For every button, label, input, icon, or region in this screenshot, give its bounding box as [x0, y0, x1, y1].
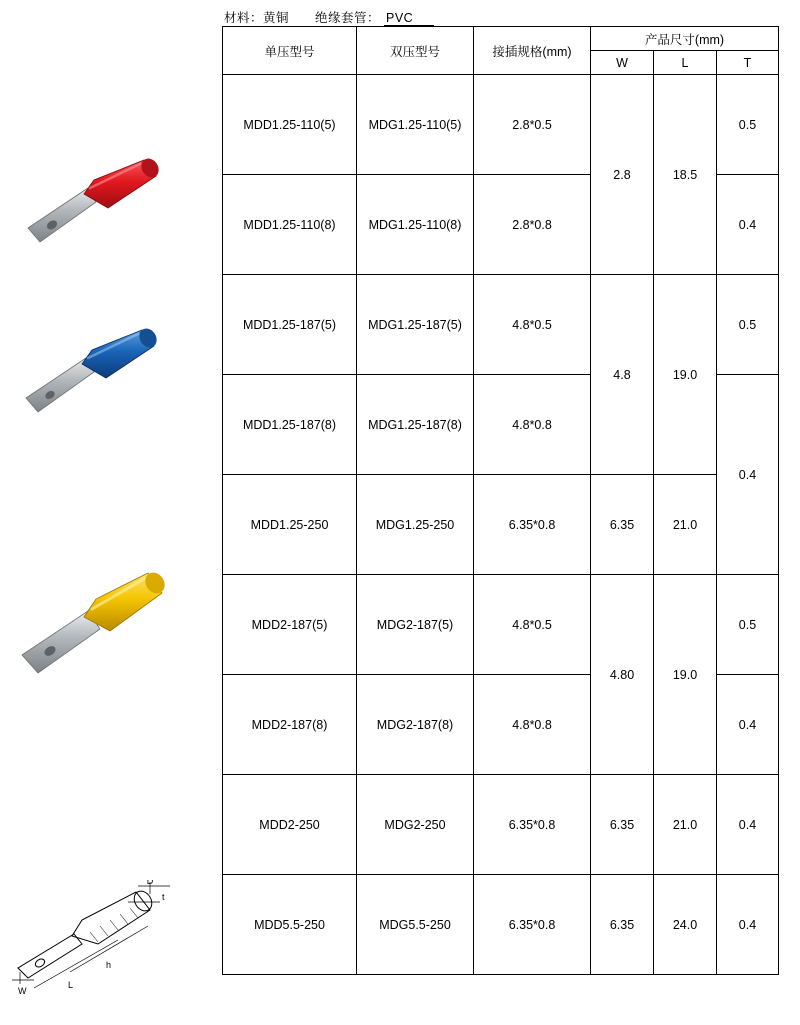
table-row — [223, 275, 779, 375]
cell-single: MDD5.5-250 — [223, 875, 357, 975]
cell-spec: 4.8*0.8 — [474, 375, 591, 475]
cell-l: 19.0 — [654, 575, 717, 775]
product-photo-red — [18, 150, 168, 275]
cell-spec: 2.8*0.5 — [474, 75, 591, 175]
col-header-plug-spec: 接插规格(mm) — [474, 27, 591, 75]
cell-spec: 4.8*0.5 — [474, 575, 591, 675]
cell-single: MDD2-187(8) — [223, 675, 357, 775]
spec-table-wrap — [222, 26, 778, 975]
col-header-double-crimp: 双压型号 — [357, 27, 474, 75]
cell-t: 0.4 — [717, 175, 779, 275]
diagram-label-l: L — [68, 980, 74, 990]
cell-w: 6.35 — [591, 875, 654, 975]
cell-t: 0.4 — [717, 775, 779, 875]
diagram-label-d: D — [146, 880, 154, 886]
insulation-label: 绝缘套管： — [314, 11, 380, 25]
cell-single: MDD2-250 — [223, 775, 357, 875]
cell-double: MDG2-187(8) — [357, 675, 474, 775]
table-row — [223, 575, 779, 675]
cell-double: MDG1.25-187(8) — [357, 375, 474, 475]
cell-double: MDG1.25-110(5) — [357, 75, 474, 175]
cell-double: MDG2-187(5) — [357, 575, 474, 675]
cell-double: MDG1.25-250 — [357, 475, 474, 575]
cell-double: MDG1.25-187(5) — [357, 275, 474, 375]
cell-single: MDD2-187(5) — [223, 575, 357, 675]
diagram-label-t: t — [162, 892, 165, 902]
cell-l: 21.0 — [654, 475, 717, 575]
cell-double: MDG2-250 — [357, 775, 474, 875]
cell-l: 21.0 — [654, 775, 717, 875]
dimension-diagram — [10, 880, 210, 1015]
cell-t: 0.5 — [717, 275, 779, 375]
material-label: 材料：黄铜 — [222, 8, 291, 27]
cell-l: 18.5 — [654, 75, 717, 275]
table-row — [223, 475, 779, 575]
table-row — [223, 875, 779, 975]
cell-single: MDD1.25-110(5) — [223, 75, 357, 175]
product-photo-blue — [18, 300, 168, 435]
spec-table — [222, 26, 779, 975]
cell-double: MDG1.25-110(8) — [357, 175, 474, 275]
cell-w: 4.80 — [591, 575, 654, 775]
col-header-single-crimp: 单压型号 — [223, 27, 357, 75]
cell-t: 0.4 — [717, 875, 779, 975]
cell-single: MDD1.25-187(8) — [223, 375, 357, 475]
col-header-t: T — [717, 51, 779, 75]
col-header-w: W — [591, 51, 654, 75]
table-row — [223, 75, 779, 175]
cell-t: 0.5 — [717, 575, 779, 675]
cell-spec: 2.8*0.8 — [474, 175, 591, 275]
col-header-product-size: 产品尺寸(mm) — [591, 27, 779, 51]
cell-spec: 4.8*0.8 — [474, 675, 591, 775]
cell-w: 6.35 — [591, 775, 654, 875]
cell-spec: 4.8*0.5 — [474, 275, 591, 375]
cell-w: 2.8 — [591, 75, 654, 275]
cell-w: 4.8 — [591, 275, 654, 475]
cell-l: 24.0 — [654, 875, 717, 975]
table-header-top-row — [223, 27, 779, 51]
cell-t: 0.4 — [717, 675, 779, 775]
cell-single: MDD1.25-110(8) — [223, 175, 357, 275]
cell-single: MDD1.25-250 — [223, 475, 357, 575]
table-row — [223, 775, 779, 875]
cell-spec: 6.35*0.8 — [474, 875, 591, 975]
insulation-value: PVC — [384, 11, 434, 26]
cell-w: 6.35 — [591, 475, 654, 575]
product-photo-yellow — [18, 555, 173, 695]
cell-t: 0.4 — [717, 375, 779, 575]
cell-t: 0.5 — [717, 75, 779, 175]
cell-double: MDG5.5-250 — [357, 875, 474, 975]
cell-spec: 6.35*0.8 — [474, 475, 591, 575]
cell-single: MDD1.25-187(5) — [223, 275, 357, 375]
cell-l: 19.0 — [654, 275, 717, 475]
diagram-label-h: h — [106, 960, 112, 970]
diagram-label-w: W — [18, 986, 27, 996]
cell-spec: 6.35*0.8 — [474, 775, 591, 875]
col-header-l: L — [654, 51, 717, 75]
header-note — [222, 8, 434, 27]
